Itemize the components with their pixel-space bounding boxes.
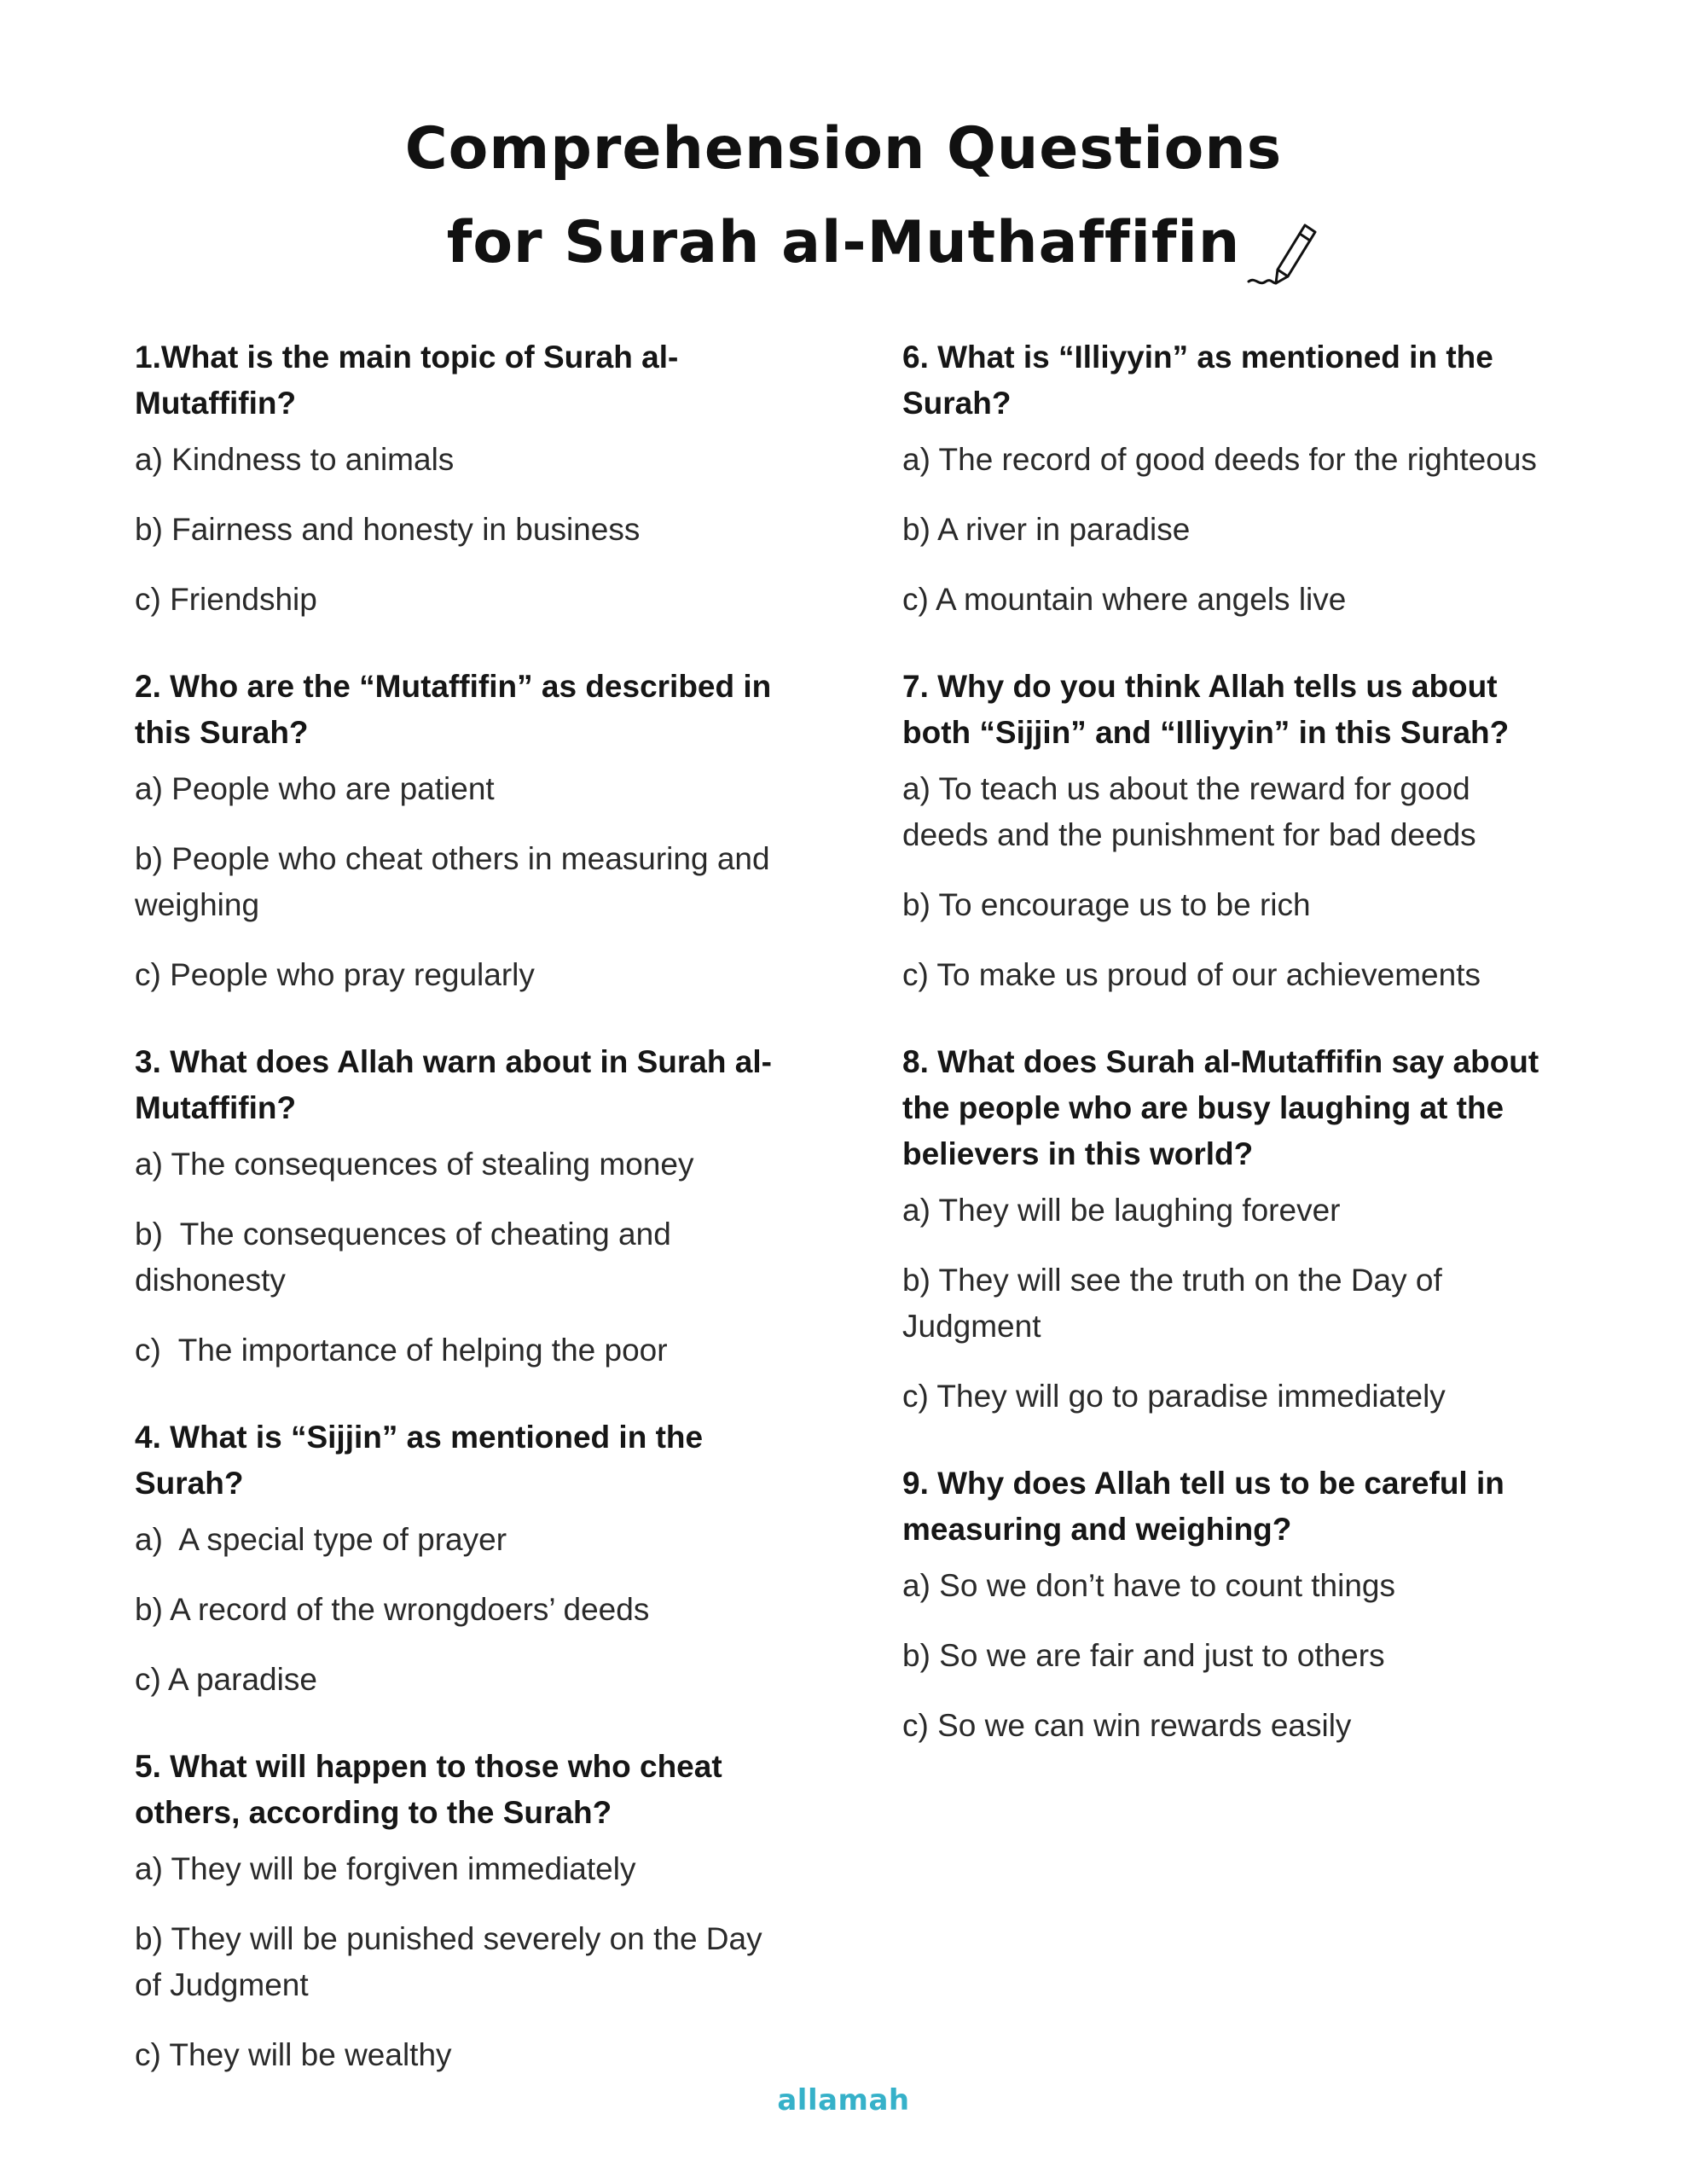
answer-option: b) To encourage us to be rich [902, 887, 1311, 922]
answer-option: b) A river in paradise [902, 512, 1191, 547]
answer-option: b) They will be punished severely on the Day of Judgment [135, 1921, 771, 2002]
question-text: 2. Who are the “Mutaffifin” as described in this Surah? [135, 669, 772, 750]
left-question-column [135, 334, 791, 2119]
answer-option: a) To teach us about the reward for good deeds and the punishment for bad deeds [902, 771, 1480, 852]
question-block [135, 1039, 791, 1374]
page-title [0, 102, 1687, 290]
answer-option: b) Fairness and honesty in business [135, 512, 641, 547]
answer-option: b) People who cheat others in measuring and weighing [135, 841, 779, 922]
question-text: 6. What is “Illiyyin” as mentioned in the Surah? [902, 340, 1493, 421]
question-block [902, 1039, 1551, 1420]
question-block [135, 1414, 791, 1703]
answer-option: c) So we can win rewards easily [902, 1708, 1352, 1743]
question-text: 8. What does Surah al-Mutaffifin say about the people who are busy laughing at the believers in this world? [902, 1044, 1539, 1171]
question-block [135, 1744, 791, 2078]
question-text: 9. Why does Allah tell us to be careful in measuring and weighing? [902, 1466, 1504, 1547]
title-line-1: Comprehension Questions [404, 115, 1283, 183]
question-block [902, 1461, 1551, 1749]
answer-option: a) Kindness to animals [135, 442, 455, 477]
answer-option: a) A special type of prayer [135, 1522, 507, 1557]
question-block [135, 664, 791, 998]
answer-option: b) So we are fair and just to others [902, 1638, 1385, 1673]
right-question-column [902, 334, 1551, 1790]
question-text: 4. What is “Sijjin” as mentioned in the Surah? [135, 1420, 704, 1501]
footer [0, 2083, 1687, 2117]
question-text: 7. Why do you think Allah tells us about both “Sijjin” and “Illiyyin” in this Surah? [902, 669, 1510, 750]
answer-option: c) A mountain where angels live [902, 582, 1347, 617]
answer-option: c) A paradise [135, 1662, 317, 1697]
answer-option: c) They will go to paradise immediately [902, 1379, 1446, 1414]
question-text: 5. What will happen to those who cheat others, according to the Surah? [135, 1749, 722, 1830]
answer-option: c) The importance of helping the poor [135, 1333, 668, 1368]
answer-option: a) They will be forgiven immediately [135, 1851, 636, 1886]
answer-option: a) They will be laughing forever [902, 1193, 1341, 1228]
question-block [902, 334, 1551, 623]
brand-logo: allamah [777, 2083, 910, 2117]
answer-option: c) Friendship [135, 582, 317, 617]
answer-option: b) A record of the wrongdoers’ deeds [135, 1592, 650, 1627]
answer-option: c) They will be wealthy [135, 2037, 452, 2072]
answer-option: c) To make us proud of our achievements [902, 957, 1481, 992]
title-line-2: for Surah al-Muthaffifin [446, 209, 1241, 276]
question-block [902, 664, 1551, 998]
answer-option: b) The consequences of cheating and dishonesty [135, 1217, 681, 1298]
answer-option: a) So we don’t have to count things [902, 1568, 1395, 1603]
pencil-icon [1244, 213, 1322, 290]
answer-option: a) People who are patient [135, 771, 495, 806]
question-text: 1.What is the main topic of Surah al-Mutaffifin? [135, 340, 679, 421]
answer-option: b) They will see the truth on the Day of Judgment [902, 1263, 1452, 1344]
question-block [135, 334, 791, 623]
answer-option: c) People who pray regularly [135, 957, 535, 992]
question-text: 3. What does Allah warn about in Surah al-Mutaffifin? [135, 1044, 772, 1125]
answer-option: a) The record of good deeds for the righteous [902, 442, 1537, 477]
answer-option: a) The consequences of stealing money [135, 1147, 694, 1182]
